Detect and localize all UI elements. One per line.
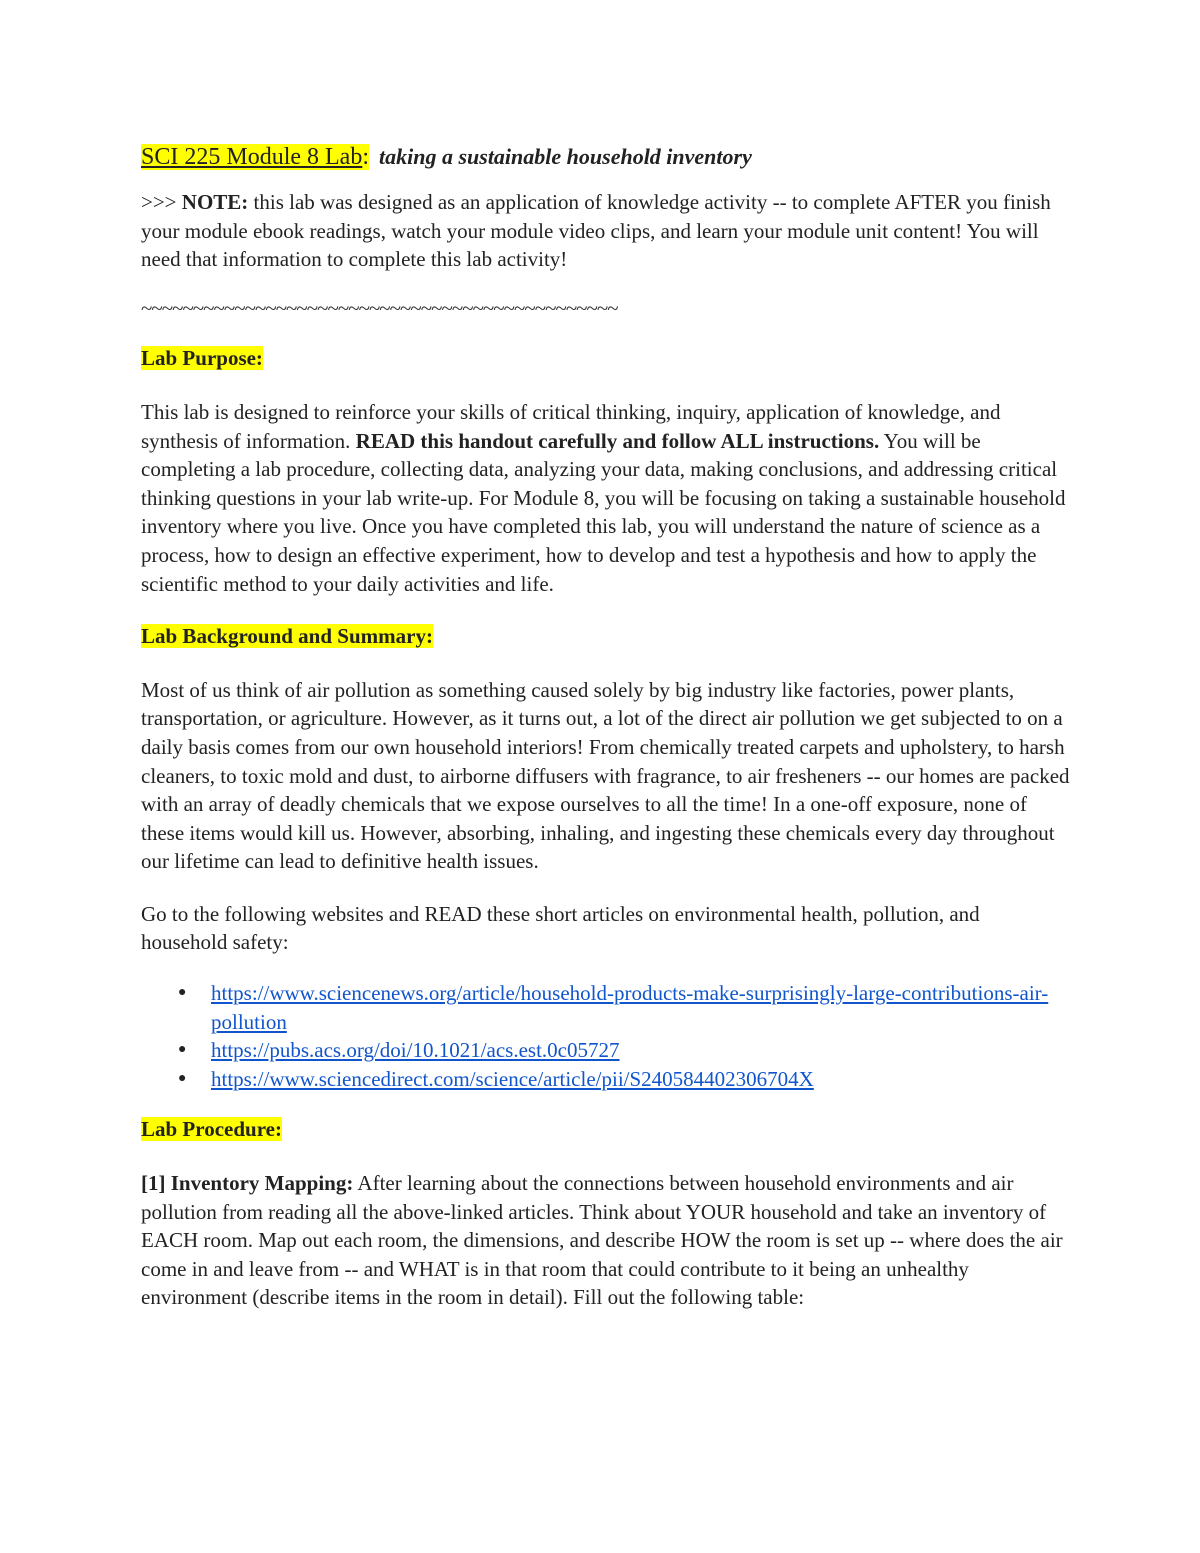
list-item xyxy=(178,979,1071,1036)
title-subtitle: taking a sustainable household inventory xyxy=(379,144,752,169)
lab-procedure-heading xyxy=(141,1115,1071,1144)
document-title xyxy=(141,140,1071,174)
note-label: NOTE: xyxy=(181,190,249,214)
course-code: SCI 225 Module 8 Lab xyxy=(141,144,363,170)
article-link-acs[interactable]: https://pubs.acs.org/doi/10.1021/acs.est.0c05727 xyxy=(211,1038,620,1063)
article-link-sciencedirect[interactable]: https://www.sciencedirect.com/science/article/pii/S240584402306704X xyxy=(211,1066,814,1091)
note-text: this lab was designed as an application of knowledge activity -- to complete AFTER you finish your module ebook readings, watch your module video clips, and learn your module unit content! You will need that information to complete this lab activity! xyxy=(141,190,1051,272)
bullet-icon: ● xyxy=(178,1070,187,1086)
purpose-text-1: This lab is designed to reinforce your skills of critical thinking, inquiry, application of knowledge, and synthesis of information. xyxy=(141,399,1001,453)
step-1-text: After learning about the connections between household environments and air pollution from reading all the above-linked articles. Think about YOUR household and take an inventory of EACH room. Map out each room, the dimensions, and describe HOW the room is set up -- where does the air come in and leave from -- and WHAT is in that room that could contribute to it being an unhealthy environment (describe items in the room in detail). Fill out the following table: xyxy=(141,1171,1063,1310)
purpose-bold-text: READ this handout carefully and follow ALL instructions. xyxy=(355,428,880,453)
article-link-sciencenews[interactable]: https://www.sciencenews.org/article/household-products-make-surprisingly-large-contributions-air-pollution xyxy=(211,981,1049,1034)
lab-purpose-heading xyxy=(141,344,1071,373)
bullet-icon: ● xyxy=(178,985,187,1001)
lab-procedure-heading-text: Lab Procedure: xyxy=(141,1117,282,1142)
lab-background-heading xyxy=(141,622,1071,651)
divider-line: ~~~~~~~~~~~~~~~~~~~~~~~~~~~~~~~~~~~~~~~~~~~~~~ xyxy=(141,295,618,320)
lab-purpose-paragraph xyxy=(141,398,1071,598)
background-paragraph-2: Go to the following websites and READ these short articles on environmental health, pollution, and household safety: xyxy=(141,901,980,955)
bullet-icon: ● xyxy=(178,1042,187,1058)
purpose-text-2: You will be completing a lab procedure, collecting data, analyzing your data, making conclusions, and addressing critical thinking questions in your lab write-up. For Module 8, you will be focusing on taking a sustainable household inventory where you live. Once you have completed this lab, you will understand the nature of science as a process, how to design an effective experiment, how to develop and test a hypothesis and how to apply the scientific method to your daily activities and life. xyxy=(141,428,1066,596)
lab-purpose-heading-text: Lab Purpose: xyxy=(141,346,263,371)
step-1-label: [1] Inventory Mapping: xyxy=(141,1171,354,1196)
list-item xyxy=(178,1065,1071,1094)
note-prefix: >>> xyxy=(141,190,182,214)
article-link-list xyxy=(141,979,1071,1093)
procedure-step-1 xyxy=(141,1169,1071,1312)
note-paragraph xyxy=(141,188,1071,274)
background-paragraph-1: Most of us think of air pollution as something caused solely by big industry like factories, power plants, transportation, or agriculture. However, as it turns out, a lot of the direct air pollution we get subjected to on a daily basis comes from our own household interiors! From chemically treated carpets and upholstery, to harsh cleaners, to toxic mold and dust, to airborne diffusers with fragrance, to air fresheners -- our homes are packed with an array of deadly chemicals that we expose ourselves to all the time! In a one-off exposure, none of these items would kill us. However, absorbing, inhaling, and ingesting these chemicals every day throughout our lifetime can lead to definitive health issues. xyxy=(141,677,1070,874)
lab-background-heading-text: Lab Background and Summary: xyxy=(141,624,433,649)
list-item xyxy=(178,1036,1071,1065)
document-page xyxy=(141,140,1071,1336)
title-colon: : xyxy=(362,144,369,170)
title-highlight xyxy=(141,144,369,170)
